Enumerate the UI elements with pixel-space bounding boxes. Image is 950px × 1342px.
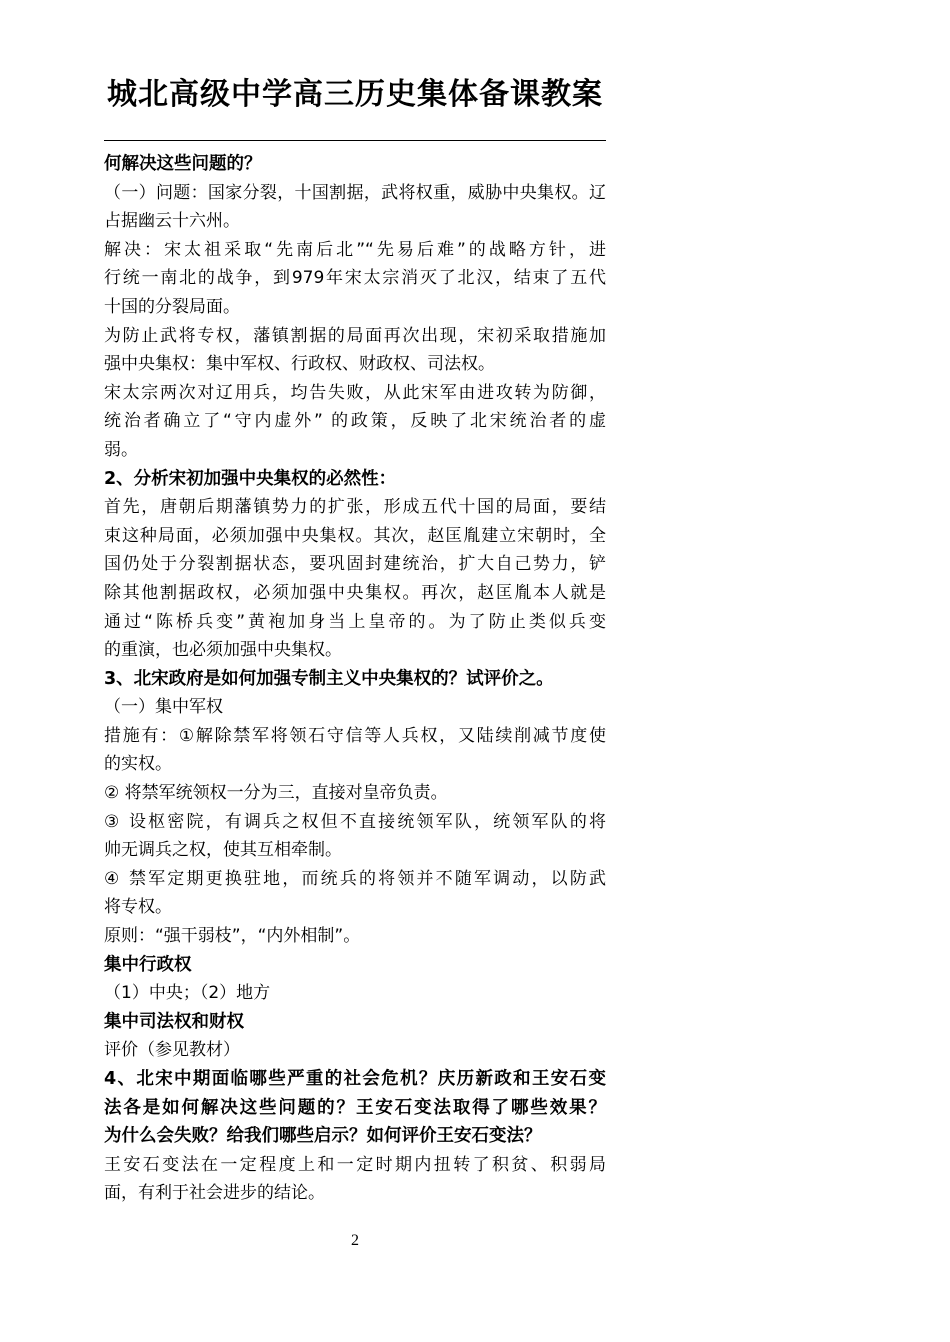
section-heading-line: 3、北宋政府是如何加强专制主义中央集权的？试评价之。	[104, 668, 554, 689]
body-text-line: （一）问题：国家分裂，十国割据，武将权重，威胁中央集权。辽	[104, 182, 606, 203]
section-heading-line: 法各是如何解决这些问题的？王安石变法取得了哪些效果？	[104, 1097, 606, 1118]
body-text-line: 强中央集权：集中军权、行政权、财政权、司法权。	[104, 354, 495, 375]
body-text-line: 国仍处于分裂割据状态，要巩固封建统治，扩大自己势力，铲	[104, 554, 606, 575]
body-text-line: 的重演，也必须加强中央集权。	[104, 640, 342, 661]
body-text-line: 的实权。	[104, 754, 172, 775]
body-text-line: 十国的分裂局面。	[104, 296, 240, 317]
body-text-line: 行统一南北的战争，到979年宋太宗消灭了北汉，结束了五代	[104, 268, 606, 289]
section-heading-line: 2、分析宋初加强中央集权的必然性：	[104, 468, 397, 489]
body-text-line: 统治者确立了“守内虚外” 的政策，反映了北宋统治者的虚	[104, 411, 606, 432]
body-text-line: 帅无调兵之权，使其互相牵制。	[104, 840, 342, 861]
title-divider	[104, 140, 606, 141]
body-text-line: 为防止武将专权，藩镇割据的局面再次出现，宋初采取措施加	[104, 325, 606, 346]
body-text-line: （1）中央；（2）地方	[104, 983, 271, 1004]
section-heading-line: 集中行政权	[104, 954, 192, 975]
body-text-line: 弱。	[104, 439, 138, 460]
body-text-line: 原则：“强干弱枝”，“内外相制”。	[104, 926, 361, 947]
body-text-line: ④ 禁军定期更换驻地，而统兵的将领并不随军调动，以防武	[104, 868, 606, 889]
page-number: 2	[351, 1232, 359, 1249]
body-text-line: 王安石变法在一定程度上和一定时期内扭转了积贫、积弱局	[104, 1154, 606, 1175]
body-text-line: 通过“陈桥兵变”黄袍加身当上皇帝的。为了防止类似兵变	[104, 611, 606, 632]
body-text-line: 将专权。	[104, 897, 172, 918]
section-heading-line: 集中司法权和财权	[104, 1011, 244, 1032]
section-heading-line: 4、北宋中期面临哪些严重的社会危机？庆历新政和王安石变	[104, 1069, 606, 1089]
body-text-line: 占据幽云十六州。	[104, 211, 240, 232]
body-text-line: 评价（参见教材）	[104, 1040, 240, 1061]
document-body	[104, 150, 606, 1208]
section-heading-line: 何解决这些问题的？	[104, 154, 262, 174]
body-text-line: （一）集中军权	[104, 697, 223, 718]
body-text-line: 束这种局面，必须加强中央集权。其次，赵匡胤建立宋朝时，全	[104, 525, 606, 546]
body-text-line: 首先，唐朝后期藩镇势力的扩张，形成五代十国的局面，要结	[104, 497, 606, 518]
body-text-line: ② 将禁军统领权一分为三，直接对皇帝负责。	[104, 783, 448, 804]
section-heading-line: 为什么会失败？给我们哪些启示？如何评价王安石变法？	[104, 1126, 542, 1147]
body-text-line: 宋太宗两次对辽用兵，均告失败，从此宋军由进攻转为防御，	[104, 382, 606, 403]
document-title: 城北高级中学高三历史集体备课教案	[107, 77, 603, 112]
body-text-line: ③ 设枢密院，有调兵之权但不直接统领军队，统领军队的将	[104, 811, 606, 832]
body-text-line: 面，有利于社会进步的结论。	[104, 1183, 325, 1204]
body-text-line: 除其他割据政权，必须加强中央集权。再次，赵匡胤本人就是	[104, 582, 606, 603]
body-text-line: 措施有：①解除禁军将领石守信等人兵权，又陆续削减节度使	[104, 725, 606, 746]
body-text-line: 解决：宋太祖采取“先南后北”“先易后难”的战略方针，进	[104, 239, 606, 260]
